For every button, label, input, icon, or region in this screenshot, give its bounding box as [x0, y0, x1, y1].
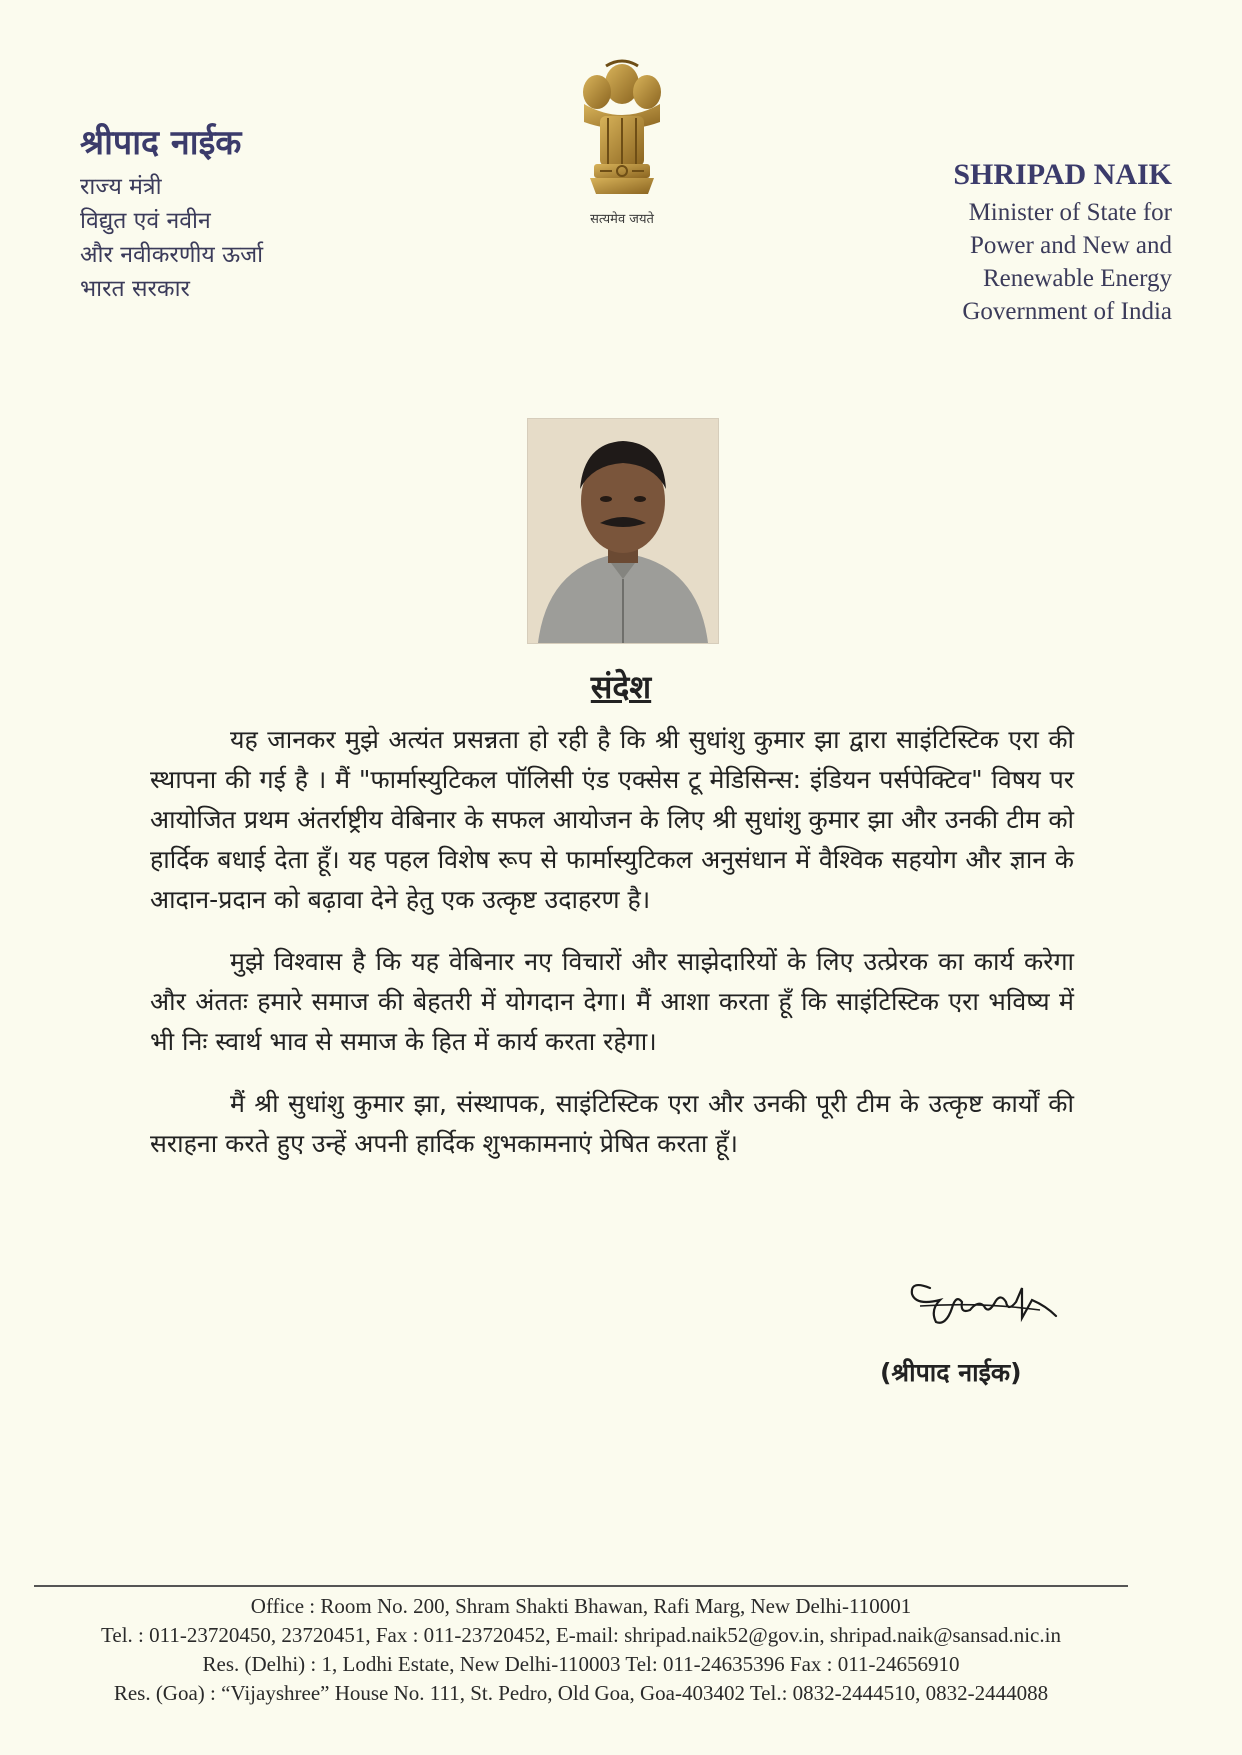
- message-paragraph: यह जानकर मुझे अत्यंत प्रसन्नता हो रही है कि श्री सुधांशु कुमार झा द्वारा साइंटिस्टिक एरा की स्थापना की गई है । मैं "फार्मास्युटिकल पॉलिसी एंड एक्सेस टू मेडिसिन्स: इंडियन पर्सपेक्टिव" विषय पर आयोजित प्रथम अंतर्राष्ट्रीय वेबिनार के सफल आयोजन के लिए श्री सुधांशु कुमार झा और उनकी टीम को हार्दिक बधाई देता हूँ। यह पहल विशेष रूप से फार्मास्युटिकल अनुसंधान में वैश्विक सहयोग और ज्ञान के आदान-प्रदान को बढ़ावा देने हेतु एक उत्कृष्ट उदाहरण है।: [150, 725, 1074, 914]
- hindi-designation-line: और नवीकरणीय ऊर्जा: [80, 242, 264, 268]
- english-minister-name: SHRIPAD NAIK: [953, 158, 1172, 191]
- english-designation-line: Renewable Energy: [982, 265, 1172, 292]
- hindi-header: [80, 118, 263, 306]
- footer-line: Res. (Delhi) : 1, Lodhi Estate, New Delhi-110003 Tel: 011-24635396 Fax : 011-24656910: [202, 1652, 960, 1676]
- message-paragraph: मुझे विश्वास है कि यह वेबिनार नए विचारों और साझेदारियों के लिए उत्प्रेरक का कार्य करेगा और अंततः हमारे समाज की बेहतरी में योगदान देगा। मैं आशा करता हूँ कि साइंटिस्टिक एरा भविष्य में भी निः स्वार्थ भाव से समाज के हित में कार्य करता रहेगा।: [150, 947, 1074, 1056]
- footer-line: Office : Room No. 200, Shram Shakti Bhawan, Rafi Marg, New Delhi-110001: [250, 1594, 912, 1618]
- english-designation-line: Government of India: [962, 298, 1172, 325]
- hindi-designation-line: भारत सरकार: [80, 276, 190, 302]
- hindi-designation-line: राज्य मंत्री: [80, 174, 162, 200]
- footer-line: Tel. : 011-23720450, 23720451, Fax : 011-23720452, E-mail: shripad.naik52@gov.in, shripad.naik@sansad.nic.in: [101, 1623, 1061, 1647]
- portrait-photo: [527, 418, 719, 644]
- signatory-name: (श्रीपाद नाईक): [880, 1358, 1022, 1387]
- handwritten-signature: [900, 1260, 1120, 1360]
- message-body: [150, 720, 1074, 1186]
- footer-line: Res. (Goa) : “Vijayshree” House No. 111, St. Pedro, Old Goa, Goa-403402 Tel.: 0832-2444510, 0832-2444088: [113, 1681, 1049, 1705]
- english-designation-line: Minister of State for: [968, 199, 1172, 226]
- message-title: संदेश: [590, 668, 652, 706]
- national-emblem-icon: [570, 56, 674, 232]
- footer-contact: [34, 1592, 1128, 1708]
- emblem-motto: सत्यमेव जयते: [590, 212, 654, 227]
- hindi-minister-name: श्रीपाद नाईक: [80, 123, 242, 163]
- footer-divider: [34, 1585, 1128, 1587]
- hindi-designation-line: विद्युत एवं नवीन: [80, 208, 211, 234]
- message-paragraph: मैं श्री सुधांशु कुमार झा, संस्थापक, साइंटिस्टिक एरा और उनकी पूरी टीम के उत्कृष्ट कार्यों की सराहना करते हुए उन्हें अपनी हार्दिक शुभकामनाएं प्रेषित करता हूँ।: [150, 1089, 1074, 1158]
- english-designation-line: Power and New and: [969, 232, 1172, 259]
- english-header: [953, 158, 1172, 328]
